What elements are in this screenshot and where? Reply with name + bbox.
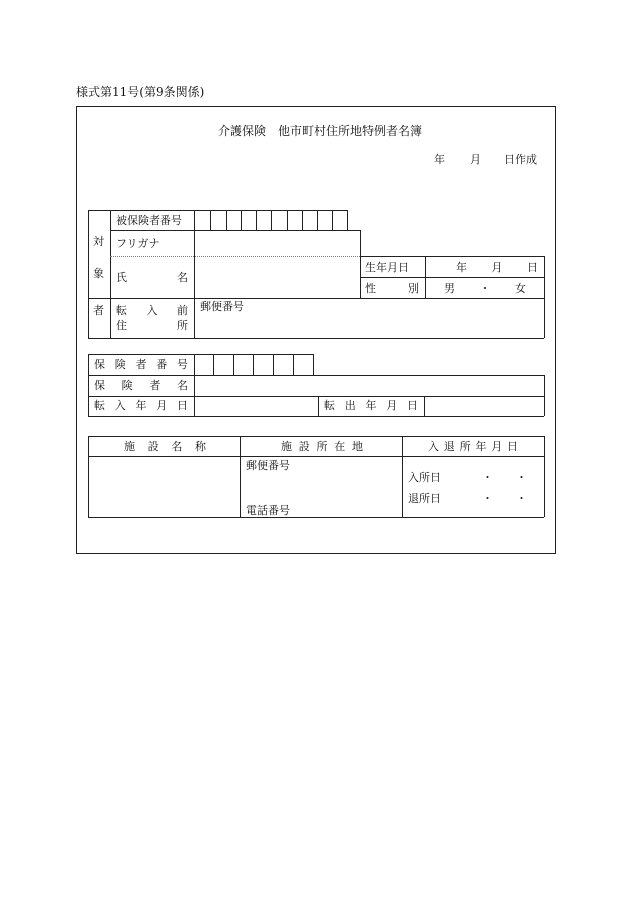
facility-postal-label: 郵便番号 [246, 459, 290, 472]
admission-date-label: 入所日 [408, 471, 441, 484]
gender-label: 性 別 [365, 282, 419, 295]
target-side-char-3: 者 [93, 304, 104, 317]
facility-name-field[interactable] [89, 457, 239, 516]
prev-address-field[interactable] [195, 299, 543, 337]
admission-date-dot-1: ・ [482, 471, 493, 484]
insurer-name-field[interactable] [195, 376, 543, 395]
move-out-date-field[interactable] [425, 397, 543, 415]
furigana-label: フリガナ [116, 237, 160, 250]
insured-number-label: 被保険者番号 [116, 214, 182, 227]
page-title: 介護保険 他市町村住所地特例者名簿 [218, 124, 423, 138]
name-label: 氏 名 [116, 271, 188, 284]
prev-address-label-1: 転 入 前 [116, 304, 188, 317]
birth-units: 年 月 日 [456, 261, 538, 274]
target-side-char-2: 象 [93, 267, 104, 280]
facility-phone-label: 電話番号 [246, 504, 290, 517]
move-in-date-field[interactable] [195, 397, 317, 415]
date-created-label: 日作成 [504, 153, 537, 166]
facility-address-field[interactable] [241, 473, 401, 503]
facility-name-header: 施 設 名 称 [124, 440, 206, 453]
discharge-date-dot-1: ・ [482, 492, 493, 505]
discharge-date-dot-2: ・ [516, 492, 527, 505]
name-field[interactable] [195, 257, 359, 297]
prev-postal-label: 郵便番号 [200, 300, 244, 313]
admission-date-dot-2: ・ [516, 471, 527, 484]
insurer-name-label: 保 険 者 名 [94, 379, 188, 392]
date-year-label: 年 [434, 153, 445, 166]
gender-values[interactable]: 男 ・ 女 [444, 282, 526, 295]
facility-address-header: 施 設 所 在 地 [281, 440, 363, 453]
discharge-date-label: 退所日 [408, 492, 441, 505]
target-side-char-1: 対 [93, 235, 104, 248]
form-number: 様式第11号(第9条関係) [76, 85, 205, 99]
date-month-label: 月 [470, 153, 481, 166]
move-in-date-label: 転 入 年 月 日 [94, 399, 188, 412]
admission-header: 入 退 所 年 月 日 [428, 440, 518, 453]
insurer-number-label: 保 険 者 番 号 [94, 358, 188, 371]
prev-address-label-2: 住 所 [116, 319, 188, 332]
birth-label: 生年月日 [365, 261, 409, 274]
furigana-field[interactable] [195, 231, 359, 255]
move-out-date-label: 転 出 年 月 日 [324, 399, 418, 412]
